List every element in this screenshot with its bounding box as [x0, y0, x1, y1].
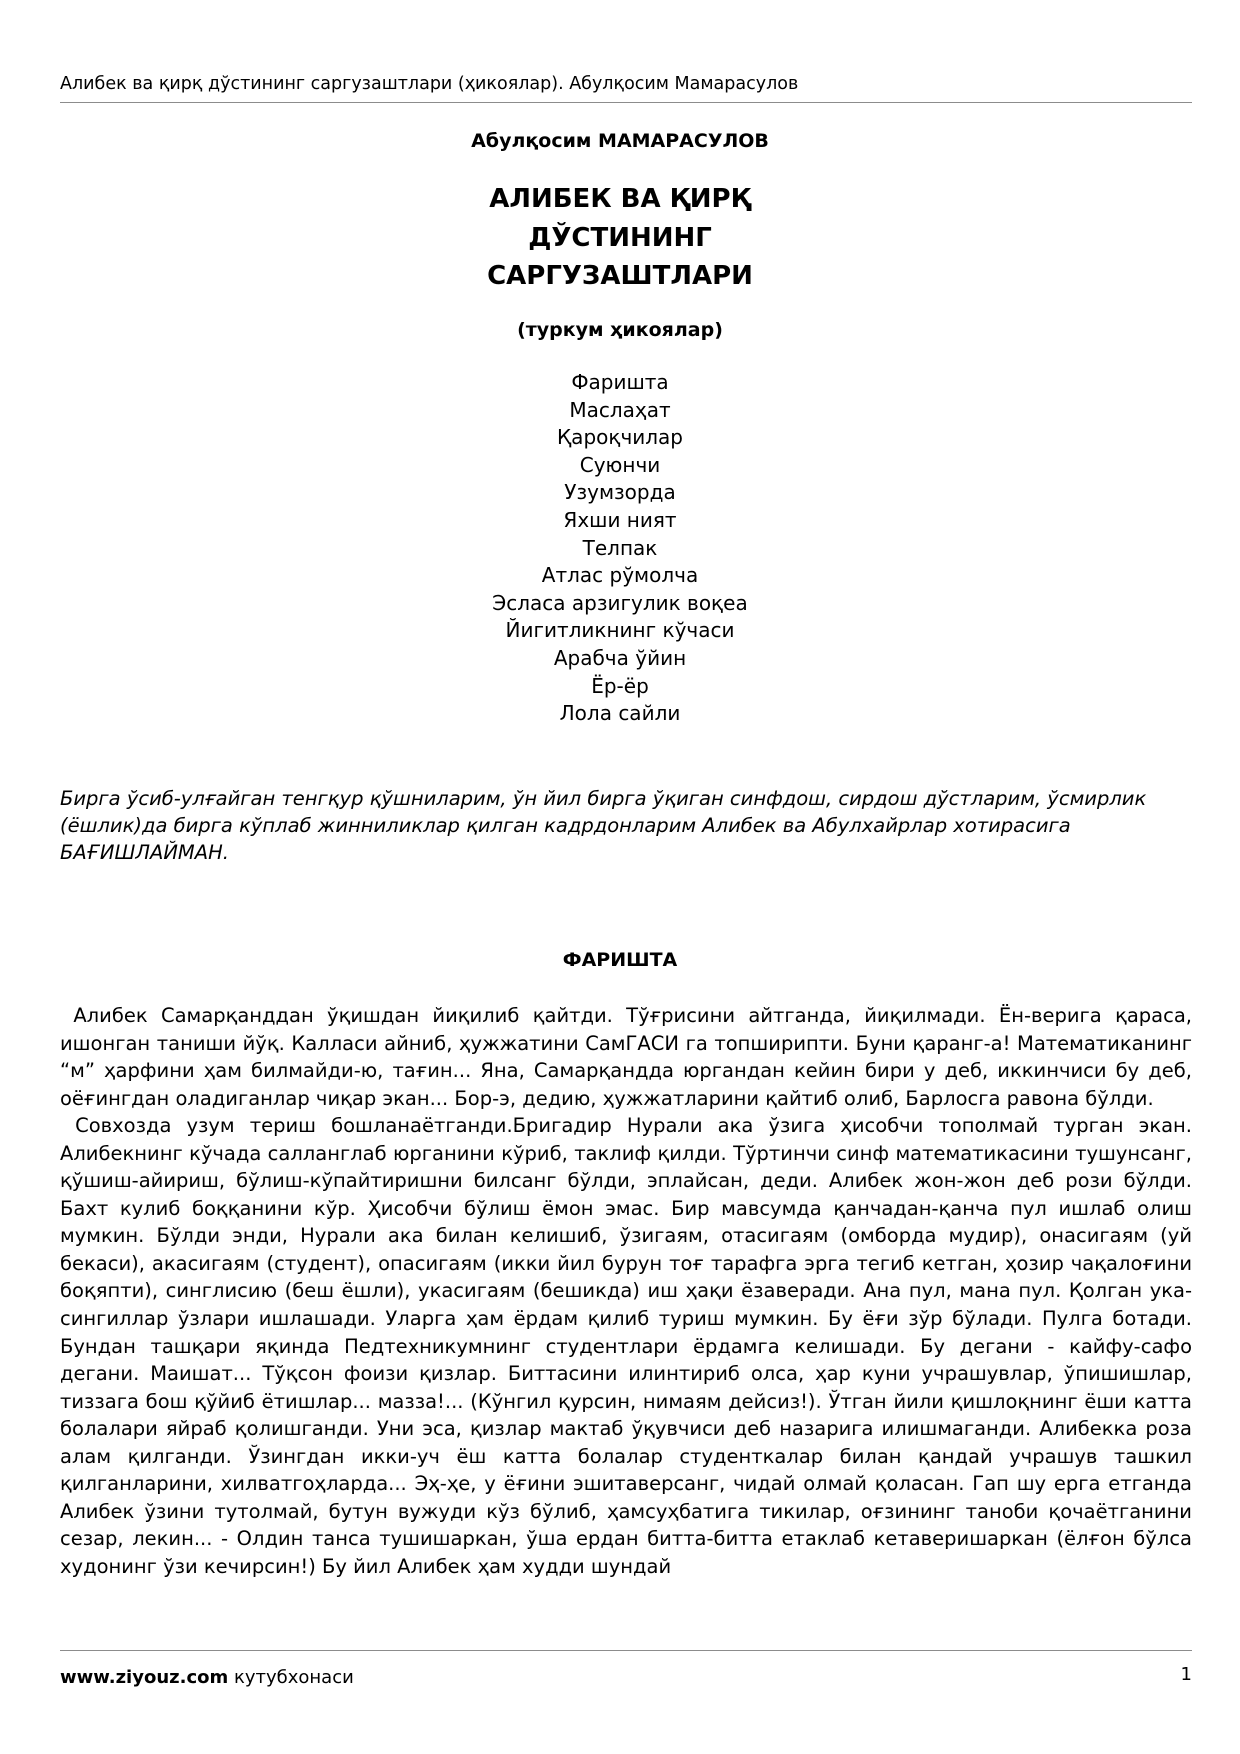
footer-source: [60, 1665, 354, 1691]
author-name: Абулқосим МАМАРАСУЛОВ: [471, 130, 769, 152]
book-title-line: ДЎСТИНИНГ: [528, 222, 712, 253]
toc-item: Қароқчилар: [556, 425, 683, 450]
book-title-line: АЛИБЕК ВА ҚИРҚ: [489, 184, 751, 214]
section-title: ФАРИШТА: [562, 949, 678, 971]
toc-item: Телпак: [582, 535, 658, 560]
toc-item: Узумзорда: [564, 480, 676, 505]
footer-site-link[interactable]: www.ziyouz.com: [60, 1667, 229, 1688]
footer-divider: [60, 1650, 1192, 1651]
toc-item: Йигитликнинг кўчаси: [505, 618, 735, 643]
table-of-contents: [0, 369, 1240, 728]
toc-item: Лола сайли: [559, 701, 681, 726]
story-body: [60, 1002, 1192, 1580]
toc-item: Суюнчи: [579, 452, 661, 477]
toc-item: Маслаҳат: [569, 397, 671, 422]
toc-item: Яхши ният: [563, 507, 677, 532]
header-divider: [60, 102, 1192, 103]
book-title: [0, 180, 1240, 296]
body-paragraph: Совхозда узум териш бошланаётганди.Бригадир Нурали ака ўзига ҳисобчи тополмай турган экан. Алибекнинг кўчада салланглаб юрганини кўриб, таклиф қилди. Тўртинчи синф математикасини тушунсанг, қўшиш-айириш, бўлиш-кўпайтиришни билсанг бўлди, эплайсан, деди. Алибек жон-жон деб рози бўлди. Бахт кулиб боққанини кўр. Ҳисобчи бўлиш ёмон эмас. Бир мавсумда қанчадан-қанча пул ишлаб олиш мумкин. Бўлди энди, Нурали ака билан келишиб, ўзигаям, отасигаям (омборда мудир), онасигаям (уй бекаси), акасигаям (студент), опасигаям (икки йил бурун тоғ тарафга эрга тегиб кетган, ҳозир чақалоғини боқяпти), синглисию (беш ёшли), укасигаям (бешикда) иш ҳақи ёзаверади. Ана пул, мана пул. Қолган ука-сингиллар ўзлари ишлашади. Уларга ҳам ёрдам қилиб туриш мумкин. Бу ёғи зўр бўлади. Пулга ботади. Бундан ташқари яқинда Педтехникумнинг студентлари ёрдамга келишади. Бу дегани - кайфу-сафо дегани. Маишат... Тўқсон фоизи қизлар. Биттасини илинтириб олса, ҳар куни учрашувлар, ўпишишлар, тиззага бош қўйиб ётишлар... мазза!... (Кўнгил қурсин, нимаям дейсиз!). Ўтган йили қишлоқнинг ёши катта болалари яйраб қолишганди. Уни эса, қизлар мактаб ўқувчиси деб назарига илишмаганди. Алибекка роза алам қилганди. Ўзингдан икки-уч ёш катта болалар студенткалар билан қандай учрашув ташкил қилганларини, хилватгоҳларда... Эҳ-ҳе, у ёғини эшитаверсанг, чидай олмай қоласан. Гап шу ерга етганда Алибек ўзини тутолмай, бутун вужуди кўз бўлиб, ҳамсуҳбатига тикилар, оғзининг таноби қочаётганини сезар, лекин... - Олдин танса тушишаркан, ўша ердан битта-битта етаклаб кетаверишаркан (ёлғон бўлса худонинг ўзи кечирсин!) Бу йил Алибек ҳам худди шундай: [60, 1114, 1192, 1578]
running-header: Алибек ва қирқ дўстининг саргузаштлари (ҳикоялар). Абулқосим Мамарасулов: [60, 74, 799, 94]
book-subtitle: (туркум ҳикоялар): [517, 319, 723, 341]
toc-item: Атлас рўмолча: [541, 563, 699, 588]
book-title-line: САРГУЗАШТЛАРИ: [487, 261, 753, 291]
toc-item: Ёр-ёр: [591, 673, 649, 698]
toc-item: Эсласа арзигулик воқеа: [492, 590, 748, 615]
body-paragraph: Алибек Самарқанддан ўқишдан йиқилиб қайтди. Тўғрисини айтганда, йиқилмади. Ён-верига қараса, ишонган таниши йўқ. Калласи айниб, ҳужжатини СамГАСИ га топширипти. Буни қаранг-а! Математиканинг “м” ҳарфини ҳам билмайди-ю, тағин... Яна, Самарқандда юргандан кейин бири у деб, иккинчиси бу деб, оёғингдан оладиганлар чиқар экан... Бор-э, дедию, ҳужжатларини қайтиб олиб, Барлосга равона бўлди.: [60, 1004, 1192, 1110]
toc-item: Фаришта: [571, 370, 669, 394]
page-number: 1: [1180, 1664, 1192, 1685]
dedication: Бирга ўсиб-улғайган тенгқур қўшниларим, ўн йил бирга ўқиган синфдош, сирдош дўстларим, ўсмирлик (ёшлик)да бирга кўплаб жинниликлар қилган кадрдонларим Алибек ва Абулхайрлар хотирасига БАҒИШЛАЙМАН.: [60, 787, 1147, 864]
footer-library-label: кутубхонаси: [233, 1667, 354, 1688]
toc-item: Арабча ўйин: [553, 645, 687, 670]
